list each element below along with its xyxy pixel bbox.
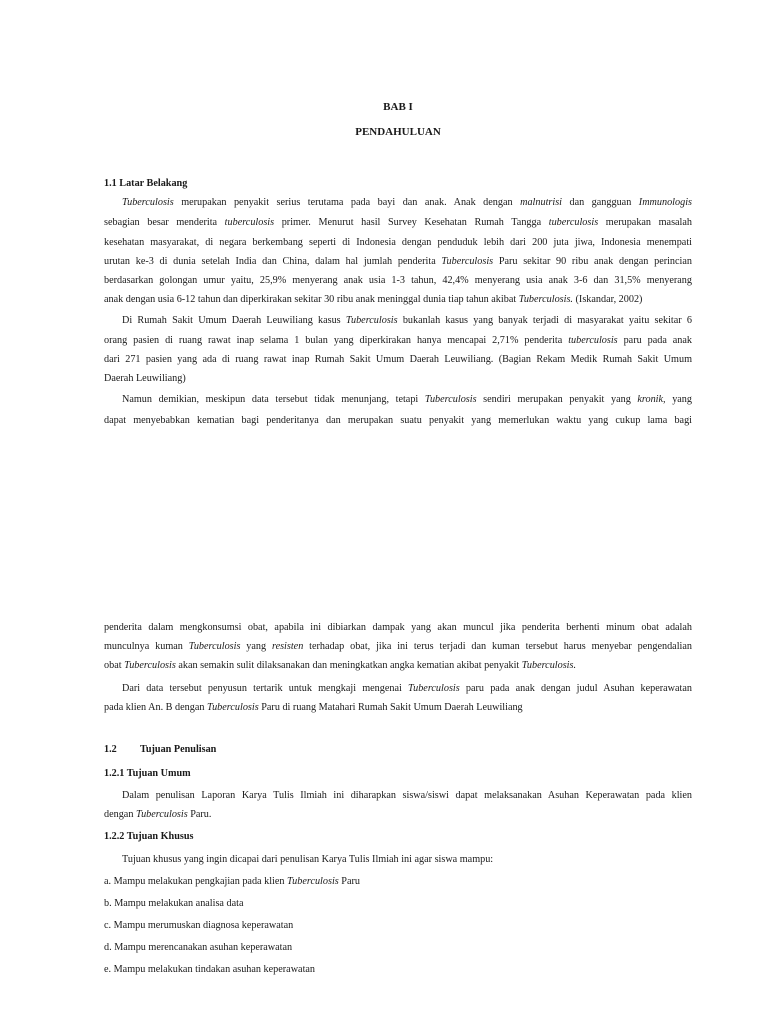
para2-line1: Di Rumah Sakit Umum Daerah Leuwiliang kasus Tuberculosis bukanlah kasus yang banyak terjadi di masyarakat yaitu sekitar 6 [122,315,692,326]
para3-line5: obat Tuberculosis akan semakin sulit dilaksanakan dan meningkatkan angka kematian akibat penyakit Tuberculosis. [104,660,577,671]
sub1-line2: dengan Tuberculosis Paru. [104,809,212,820]
sub2-intro: Tujuan khusus yang ingin dicapai dari penulisan Karya Tulis Ilmiah ini agar siswa mampu: [122,854,494,865]
para2-line4: Daerah Leuwiliang) [104,373,186,384]
list-item: a. Mampu melakukan pengkajian pada klien Tuberculosis Paru [104,876,360,887]
para3-line1: Namun demikian, meskipun data tersebut tidak menunjang, tetapi Tuberculosis sendiri merupakan penyakit yang kronik, yang [122,394,692,405]
para2-line2: orang pasien di ruang rawat inap selama 1 bulan yang diperkirakan hanya mencapai 2,71% penderita tuberculosis paru pada anak [104,335,692,346]
para4-line2: pada klien An. B dengan Tuberculosis Paru di ruang Matahari Rumah Sakit Umum Daerah Leuwiliang [104,702,523,713]
section-heading-1-1: 1.1 Latar Belakang [104,178,188,189]
section-heading-1-2: Tujuan Penulisan [140,744,217,755]
list-item: c. Mampu merumuskan diagnosa keperawatan [104,920,294,931]
sub1-line1: Dalam penulisan Laporan Karya Tulis Ilmiah ini diharapkan siswa/siswi dapat melaksanakan Asuhan Keperawatan pada klien [122,790,692,801]
chapter-label: BAB I [383,101,413,113]
para3-line4: munculnya kuman Tuberculosis yang resisten terhadap obat, jika ini terus terjadi dan kuman tersebut harus menyebar pengendalian [104,641,692,652]
para2-line3: dari 271 pasien yang ada di ruang rawat inap Rumah Sakit Umum Daerah Leuwiliang. (Bagian Rekam Medik Rumah Sakit Umum [104,354,692,365]
para1-line1: Tuberculosis merupakan penyakit serius terutama pada bayi dan anak. Anak dengan malnutrisi dan gangguan Immunologis [122,197,692,208]
subsection-heading-1-2-2: 1.2.2 Tujuan Khusus [104,831,194,842]
para1-line6: anak dengan usia 6-12 tahun dan diperkirakan sekitar 30 ribu anak meninggal dunia tiap tahun akibat Tuberculosis. (Iskandar, 2002) [104,294,643,305]
subsection-heading-1-2-1: 1.2.1 Tujuan Umum [104,768,191,779]
list-item: d. Mampu merencanakan asuhan keperawatan [104,942,293,953]
para1-line3: kesehatan masyarakat, di negara berkembang seperti di Indonesia dengan penduduk lebih dari 200 juta jiwa, Indonesia menempati [104,237,692,248]
para3-line3: penderita dalam mengkonsumsi obat, apabila ini dibiarkan dampak yang akan muncul jika penderita berhenti minum obat adalah [104,622,692,633]
para1-line4: urutan ke-3 di dunia setelah India dan China, dalam hal jumlah penderita Tuberculosis Paru sekitar 90 ribu anak dengan perincian [104,256,692,267]
list-item: b. Mampu melakukan analisa data [104,898,244,909]
list-item: e. Mampu melakukan tindakan asuhan keperawatan [104,964,316,975]
para4-line1: Dari data tersebut penyusun tertarik untuk mengkaji mengenai Tuberculosis paru pada anak dengan judul Asuhan keperawatan [122,683,692,694]
page-title: PENDAHULUAN [355,126,441,138]
para1-line2: sebagian besar menderita tuberculosis primer. Menurut hasil Survey Kesehatan Rumah Tangga tuberculosis merupakan masalah [104,217,693,228]
para3-line2: dapat menyebabkan kematian bagi penderitanya dan merupakan suatu penyakit yang memerlukan waktu yang cukup lama bagi [104,415,692,426]
section-number-1-2: 1.2 [104,744,117,755]
para1-line5: berdasarkan golongan umur yaitu, 25,9% menyerang anak usia 1-3 tahun, 42,4% menyerang usia anak 3-6 dan 31,5% menyerang [104,275,692,286]
